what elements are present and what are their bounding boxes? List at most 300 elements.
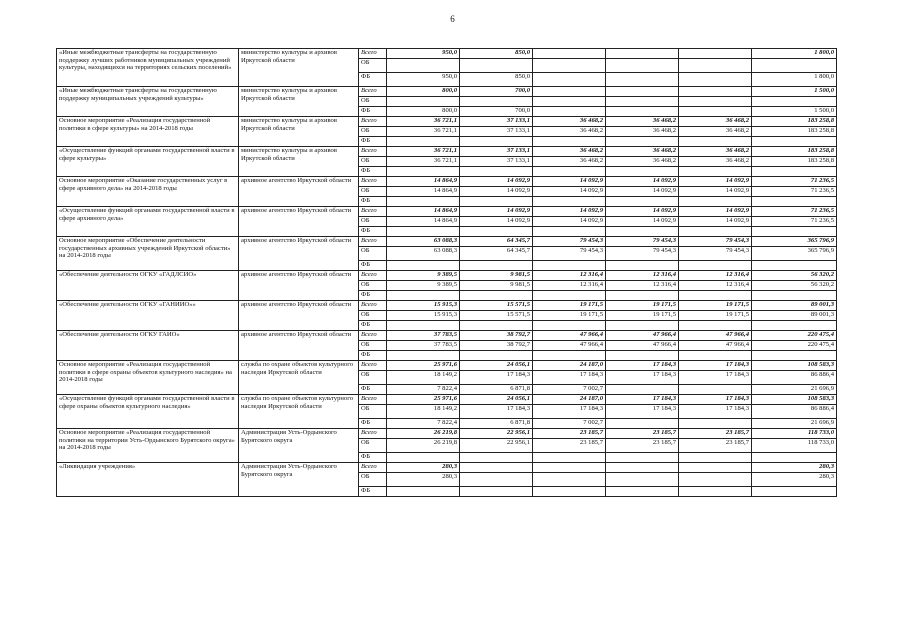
total-value: 86 886,4 [752, 371, 837, 385]
total-value: 365 796,9 [752, 247, 837, 261]
year-value [533, 463, 606, 473]
funding-source: ФБ [359, 453, 387, 463]
year-value: 18 149,2 [387, 405, 460, 419]
responsible-executor: архивное агентство Иркутской области [239, 331, 359, 361]
activity-name: «Ликвидация учреждения» [57, 463, 239, 497]
year-value [533, 291, 606, 301]
year-value: 9 389,5 [387, 281, 460, 291]
year-value [606, 385, 679, 395]
year-value [679, 463, 752, 473]
funding-source: ФБ [359, 321, 387, 331]
activity-name: «Осуществление функций органами государственной власти в сфере архивного дела» [57, 207, 239, 237]
year-value: 47 966,4 [533, 341, 606, 351]
year-value: 23 185,7 [533, 429, 606, 439]
year-value: 38 792,7 [460, 341, 533, 351]
table-row [57, 117, 837, 127]
total-value: 71 236,5 [752, 207, 837, 217]
year-value [679, 137, 752, 147]
responsible-executor: министерство культуры и архивов Иркутской области [239, 147, 359, 177]
year-value: 17 184,3 [606, 405, 679, 419]
year-value [387, 487, 460, 497]
year-value: 17 184,3 [679, 395, 752, 405]
year-value: 23 185,7 [679, 429, 752, 439]
total-value: 56 320,2 [752, 281, 837, 291]
funding-source: ФБ [359, 167, 387, 177]
total-value: 71 236,5 [752, 177, 837, 187]
year-value: 14 864,9 [387, 177, 460, 187]
total-value: 183 258,8 [752, 157, 837, 167]
year-value: 23 185,7 [679, 439, 752, 453]
year-value: 17 184,3 [679, 361, 752, 371]
funding-source: Всего [359, 207, 387, 217]
year-value: 36 468,2 [679, 127, 752, 137]
page-number: 6 [450, 14, 455, 24]
activity-name: «Осуществление функций органами государственной власти в сфере культуры» [57, 147, 239, 177]
year-value [460, 291, 533, 301]
responsible-executor: архивное агентство Иркутской области [239, 237, 359, 271]
year-value [460, 321, 533, 331]
year-value: 23 185,7 [606, 439, 679, 453]
year-value [387, 351, 460, 361]
total-value [752, 97, 837, 107]
year-value: 26 219,8 [387, 429, 460, 439]
activity-name: Основное мероприятие «Обеспечение деятельности государственных архивных учреждений Иркутской области» на 2014-2018 годы [57, 237, 239, 271]
year-value: 37 133,1 [460, 117, 533, 127]
year-value [387, 97, 460, 107]
year-value: 19 171,5 [679, 301, 752, 311]
funding-source: Всего [359, 301, 387, 311]
total-value: 71 236,5 [752, 217, 837, 227]
year-value: 63 088,3 [387, 247, 460, 261]
year-value: 15 571,5 [460, 301, 533, 311]
year-value: 36 468,2 [533, 147, 606, 157]
year-value: 14 092,9 [679, 187, 752, 197]
year-value: 37 133,1 [460, 147, 533, 157]
year-value: 17 184,3 [679, 405, 752, 419]
year-value: 79 454,3 [679, 247, 752, 261]
responsible-executor: архивное агентство Иркутской области [239, 271, 359, 301]
year-value: 47 966,4 [606, 341, 679, 351]
year-value [533, 107, 606, 117]
funding-source: ОБ [359, 439, 387, 453]
table-row [57, 301, 837, 311]
responsible-executor: архивное агентство Иркутской области [239, 207, 359, 237]
funding-source: Всего [359, 87, 387, 97]
table-row [57, 177, 837, 187]
year-value: 14 092,9 [606, 207, 679, 217]
year-value: 36 468,2 [679, 157, 752, 167]
year-value [533, 227, 606, 237]
year-value [679, 261, 752, 271]
year-value: 850,0 [460, 49, 533, 59]
year-value [606, 487, 679, 497]
funding-source: Всего [359, 331, 387, 341]
year-value [533, 473, 606, 487]
total-value: 118 733,0 [752, 439, 837, 453]
year-value [679, 49, 752, 59]
year-value: 800,0 [387, 87, 460, 97]
year-value [533, 87, 606, 97]
year-value: 14 092,9 [679, 207, 752, 217]
year-value: 280,3 [387, 463, 460, 473]
year-value [606, 227, 679, 237]
activity-name: Основное мероприятие «Реализация государственной политики на территории Усть-Ордынского Бурятского округа» на 2014-2018 годы [57, 429, 239, 463]
year-value [387, 291, 460, 301]
year-value: 22 956,1 [460, 439, 533, 453]
year-value [533, 167, 606, 177]
year-value: 24 056,1 [460, 361, 533, 371]
funding-source: Всего [359, 177, 387, 187]
year-value [533, 49, 606, 59]
year-value: 25 971,6 [387, 395, 460, 405]
year-value: 14 092,9 [533, 207, 606, 217]
funding-source: ОБ [359, 157, 387, 167]
year-value: 6 871,8 [460, 419, 533, 429]
funding-source: ОБ [359, 311, 387, 321]
year-value: 12 316,4 [606, 271, 679, 281]
year-value: 79 454,3 [533, 247, 606, 261]
year-value: 18 149,2 [387, 371, 460, 385]
total-value: 280,3 [752, 463, 837, 473]
year-value [606, 453, 679, 463]
year-value: 9 981,5 [460, 271, 533, 281]
year-value [533, 487, 606, 497]
funding-source: ОБ [359, 247, 387, 261]
year-value: 14 864,9 [387, 217, 460, 227]
year-value: 19 171,5 [533, 311, 606, 321]
year-value: 19 171,5 [606, 301, 679, 311]
year-value: 36 468,2 [606, 147, 679, 157]
year-value: 14 092,9 [460, 217, 533, 227]
year-value [679, 453, 752, 463]
year-value: 22 956,1 [460, 429, 533, 439]
total-value: 220 475,4 [752, 341, 837, 351]
total-value [752, 227, 837, 237]
year-value [679, 321, 752, 331]
total-value: 56 320,2 [752, 271, 837, 281]
year-value [679, 97, 752, 107]
funding-source: Всего [359, 49, 387, 59]
funding-source: ФБ [359, 261, 387, 271]
year-value [460, 473, 533, 487]
year-value: 17 184,3 [460, 371, 533, 385]
year-value [533, 321, 606, 331]
year-value [460, 351, 533, 361]
funding-source: Всего [359, 147, 387, 157]
funding-source: ФБ [359, 137, 387, 147]
year-value: 24 056,1 [460, 395, 533, 405]
total-value: 21 696,9 [752, 419, 837, 429]
year-value [606, 351, 679, 361]
funding-source: Всего [359, 361, 387, 371]
year-value: 36 468,2 [533, 157, 606, 167]
year-value: 12 316,4 [533, 281, 606, 291]
year-value: 79 454,3 [606, 237, 679, 247]
funding-source: ОБ [359, 187, 387, 197]
table-row [57, 429, 837, 439]
table-row [57, 207, 837, 217]
funding-source: Всего [359, 395, 387, 405]
year-value: 15 915,3 [387, 311, 460, 321]
total-value: 220 475,4 [752, 331, 837, 341]
table-row [57, 361, 837, 371]
funding-source: ФБ [359, 351, 387, 361]
activity-name: «Иные межбюджетные трансферты на государственную поддержку муниципальных учреждений культуры» [57, 87, 239, 117]
activity-name: «Обеспечение деятельности ОГКУ «ГАНИИО»» [57, 301, 239, 331]
year-value: 36 468,2 [606, 127, 679, 137]
total-value: 21 696,9 [752, 385, 837, 395]
year-value: 79 454,3 [533, 237, 606, 247]
year-value [606, 419, 679, 429]
year-value: 14 864,9 [387, 207, 460, 217]
year-value: 47 966,4 [533, 331, 606, 341]
year-value [679, 197, 752, 207]
year-value: 19 171,5 [679, 311, 752, 321]
year-value: 850,0 [460, 73, 533, 87]
year-value: 14 092,9 [679, 177, 752, 187]
year-value: 800,0 [387, 107, 460, 117]
responsible-executor: министерство культуры и архивов Иркутской области [239, 49, 359, 87]
funding-source: ФБ [359, 291, 387, 301]
total-value: 108 583,3 [752, 361, 837, 371]
responsible-executor: Администрация Усть-Ордынского Бурятского округа [239, 429, 359, 463]
year-value [679, 107, 752, 117]
activity-name: Основное мероприятие «Реализация государственной политики в сфере культуры» на 2014-2018 годы [57, 117, 239, 147]
year-value: 36 468,2 [679, 147, 752, 157]
year-value [606, 463, 679, 473]
funding-source: ФБ [359, 487, 387, 497]
year-value: 47 966,4 [679, 331, 752, 341]
year-value: 14 092,9 [533, 217, 606, 227]
year-value: 14 092,9 [679, 217, 752, 227]
year-value: 36 721,1 [387, 157, 460, 167]
year-value: 36 468,2 [606, 117, 679, 127]
year-value [460, 137, 533, 147]
year-value: 6 871,8 [460, 385, 533, 395]
total-value: 108 583,3 [752, 395, 837, 405]
funding-source: ОБ [359, 281, 387, 291]
total-value: 1 500,0 [752, 87, 837, 97]
total-value [752, 167, 837, 177]
year-value: 12 316,4 [679, 271, 752, 281]
year-value [533, 453, 606, 463]
table-row [57, 147, 837, 157]
year-value: 17 184,3 [606, 395, 679, 405]
year-value: 14 092,9 [606, 217, 679, 227]
year-value [460, 59, 533, 73]
year-value: 9 389,5 [387, 271, 460, 281]
funding-source: Всего [359, 271, 387, 281]
year-value [460, 227, 533, 237]
total-value: 1 800,0 [752, 49, 837, 59]
total-value [752, 291, 837, 301]
funding-source: ОБ [359, 217, 387, 227]
year-value: 64 345,7 [460, 247, 533, 261]
total-value: 118 733,0 [752, 429, 837, 439]
funding-source: Всего [359, 463, 387, 473]
total-value: 71 236,5 [752, 187, 837, 197]
funding-source: ОБ [359, 405, 387, 419]
year-value: 36 721,1 [387, 127, 460, 137]
year-value [606, 261, 679, 271]
year-value [606, 167, 679, 177]
year-value: 14 092,9 [533, 177, 606, 187]
year-value [679, 351, 752, 361]
year-value: 9 981,5 [460, 281, 533, 291]
year-value [533, 351, 606, 361]
year-value [679, 73, 752, 87]
year-value [460, 487, 533, 497]
year-value [533, 97, 606, 107]
funding-source: ФБ [359, 73, 387, 87]
year-value: 17 184,3 [606, 361, 679, 371]
responsible-executor: служба по охране объектов культурного наследия Иркутской области [239, 361, 359, 395]
activity-name: Основное мероприятие «Реализация государственной политики в сфере охраны объектов культурного наследия» на 2014-2018 годы [57, 361, 239, 395]
year-value: 79 454,3 [606, 247, 679, 261]
total-value: 86 886,4 [752, 405, 837, 419]
year-value [679, 87, 752, 97]
total-value [752, 321, 837, 331]
year-value [679, 385, 752, 395]
year-value [387, 59, 460, 73]
year-value [387, 197, 460, 207]
table-row [57, 331, 837, 341]
responsible-executor: служба по охране объектов культурного наследия Иркутской области [239, 395, 359, 429]
year-value [679, 59, 752, 73]
total-value: 1 500,0 [752, 107, 837, 117]
total-value [752, 351, 837, 361]
year-value: 64 345,7 [460, 237, 533, 247]
funding-source: Всего [359, 237, 387, 247]
responsible-executor: архивное агентство Иркутской области [239, 301, 359, 331]
funding-source: Всего [359, 429, 387, 439]
funding-source: ФБ [359, 419, 387, 429]
activity-name: Основное мероприятие «Оказание государственных услуг в сфере архивного дела» на 2014-2018 годы [57, 177, 239, 207]
total-value: 89 001,3 [752, 301, 837, 311]
year-value: 36 721,1 [387, 147, 460, 157]
year-value: 63 088,3 [387, 237, 460, 247]
activity-name: «Обеспечение деятельности ОГКУ «ГАДЛСИО» [57, 271, 239, 301]
total-value: 1 800,0 [752, 73, 837, 87]
year-value [460, 463, 533, 473]
year-value: 36 721,1 [387, 117, 460, 127]
table-row [57, 395, 837, 405]
funding-source: ФБ [359, 107, 387, 117]
year-value [533, 197, 606, 207]
total-value [752, 197, 837, 207]
year-value: 36 468,2 [606, 157, 679, 167]
year-value [679, 487, 752, 497]
funding-source: ФБ [359, 385, 387, 395]
total-value [752, 59, 837, 73]
funding-source: ОБ [359, 371, 387, 385]
year-value: 23 185,7 [533, 439, 606, 453]
year-value: 47 966,4 [679, 341, 752, 351]
year-value: 12 316,4 [533, 271, 606, 281]
year-value: 7 002,7 [533, 419, 606, 429]
year-value: 23 185,7 [606, 429, 679, 439]
funding-source: ОБ [359, 473, 387, 487]
budget-table [56, 48, 837, 497]
year-value [460, 197, 533, 207]
year-value [460, 453, 533, 463]
year-value: 15 571,5 [460, 311, 533, 321]
year-value [606, 97, 679, 107]
year-value: 24 187,0 [533, 361, 606, 371]
year-value [606, 291, 679, 301]
total-value [752, 487, 837, 497]
year-value: 14 092,9 [606, 177, 679, 187]
table-row [57, 87, 837, 97]
year-value [679, 473, 752, 487]
year-value [606, 49, 679, 59]
year-value: 37 133,1 [460, 157, 533, 167]
funding-source: ОБ [359, 341, 387, 351]
year-value: 17 184,3 [460, 405, 533, 419]
responsible-executor: архивное агентство Иркутской области [239, 177, 359, 207]
year-value: 7 002,7 [533, 385, 606, 395]
year-value [606, 87, 679, 97]
year-value: 37 783,5 [387, 331, 460, 341]
funding-source: ОБ [359, 59, 387, 73]
year-value [460, 167, 533, 177]
year-value [606, 137, 679, 147]
year-value [387, 227, 460, 237]
year-value: 25 971,6 [387, 361, 460, 371]
year-value [533, 59, 606, 73]
year-value [460, 97, 533, 107]
year-value: 950,0 [387, 73, 460, 87]
total-value: 280,3 [752, 473, 837, 487]
funding-source: ОБ [359, 97, 387, 107]
year-value: 79 454,3 [679, 237, 752, 247]
year-value: 37 133,1 [460, 127, 533, 137]
year-value: 47 966,4 [606, 331, 679, 341]
year-value: 950,0 [387, 49, 460, 59]
year-value: 37 783,5 [387, 341, 460, 351]
year-value: 14 092,9 [460, 187, 533, 197]
year-value: 12 316,4 [606, 281, 679, 291]
year-value [387, 261, 460, 271]
funding-source: Всего [359, 117, 387, 127]
total-value: 183 258,8 [752, 127, 837, 137]
funding-source: ФБ [359, 197, 387, 207]
year-value: 700,0 [460, 87, 533, 97]
year-value: 14 092,9 [460, 177, 533, 187]
year-value: 36 468,2 [533, 127, 606, 137]
total-value: 89 001,3 [752, 311, 837, 321]
responsible-executor: Администрация Усть-Ордынского Бурятского округа [239, 463, 359, 497]
year-value [606, 59, 679, 73]
year-value: 24 187,0 [533, 395, 606, 405]
year-value: 14 864,9 [387, 187, 460, 197]
year-value [679, 167, 752, 177]
year-value [533, 137, 606, 147]
year-value [606, 73, 679, 87]
year-value: 26 219,8 [387, 439, 460, 453]
funding-source: ФБ [359, 227, 387, 237]
year-value [460, 261, 533, 271]
year-value: 36 468,2 [533, 117, 606, 127]
year-value: 17 184,3 [606, 371, 679, 385]
year-value [387, 137, 460, 147]
responsible-executor: министерство культуры и архивов Иркутской области [239, 87, 359, 117]
year-value [533, 261, 606, 271]
year-value: 7 822,4 [387, 385, 460, 395]
activity-name: «Иные межбюджетные трансферты на государственную поддержку лучших работников муниципальных учреждений культуры, находящихся на территориях сельских поселений» [57, 49, 239, 87]
year-value [606, 197, 679, 207]
year-value: 15 915,3 [387, 301, 460, 311]
